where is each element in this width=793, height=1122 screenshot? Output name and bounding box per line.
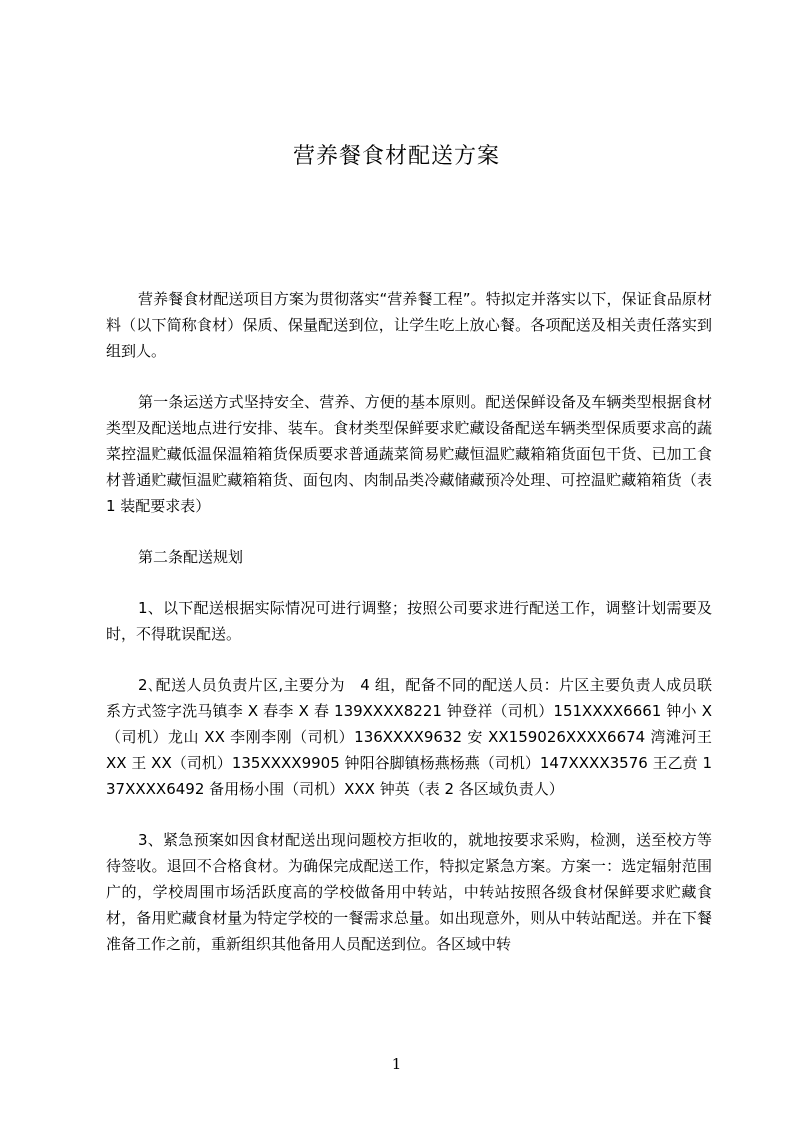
paragraph-intro: 营养餐食材配送项目方案为贯彻落实“营养餐工程”。特拟定并落实以下，保证食品原材料（以下简称食材）保质、保量配送到位，让学生吃上放心餐。各项配送及相关责任落实到组到人。 — [106, 290, 712, 360]
paragraph-item-two: 2､配送人员负责片区,主要分为 4 组，配备不同的配送人员：片区主要负责人成员联系方式签字洗马镇李 X 春李 X 春 139XXXX8221 钟登祥（司机）151XXXX6661 钟小 X（司机）龙山 XX 李刚李刚（司机）136XXXX9632 安 XX159026XXXX6674 湾滩河王 XX 王 XX（司机）135XXXX9905 钟阳谷脚镇杨燕杨燕（司机）147XXXX3576 王乙贲 137XXXX6492 备用杨小围（司机）XXX 钟英（表 2 各区域负责人） — [106, 676, 712, 798]
page-number: 1 — [391, 1055, 402, 1073]
document-title: 营养餐食材配送方案 — [292, 144, 500, 169]
paragraph-item-one: 1、以下配送根据实际情况可进行调整；按照公司要求进行配送工作，调整计划需要及时，不得耽误配送。 — [106, 599, 712, 643]
paragraph-article-one: 第一条运送方式坚持安全、营养、方便的基本原则。配送保鲜设备及车辆类型根据食材类型及配送地点进行安排、装车。食材类型保鲜要求贮藏设备配送车辆类型保质要求高的蔬菜控温贮藏低温保温箱箱货保质要求普通蔬菜简易贮藏恒温贮藏箱箱货面包干货、已加工食材普通贮藏恒温贮藏箱箱货、面包肉、肉制品类冷藏储藏预冷处理、可控温贮藏箱箱货（表 1 装配要求表） — [106, 393, 712, 515]
paragraph-article-two-heading: 第二条配送规划 — [138, 548, 244, 566]
paragraph-item-three: 3、紧急预案如因食材配送出现问题校方拒收的，就地按要求采购，检测，送至校方等待签收。退回不合格食材。为确保完成配送工作，特拟定紧急方案。方案一：选定辐射范围广的，学校周围市场活跃度高的学校做备用中转站，中转站按照各级食材保鲜要求贮藏食材，备用贮藏食材量为特定学校的一餐需求总量。如出现意外，则从中转站配送。并在下餐准备工作之前，重新组织其他备用人员配送到位。各区域中转 — [106, 831, 712, 953]
document-body — [106, 286, 712, 957]
